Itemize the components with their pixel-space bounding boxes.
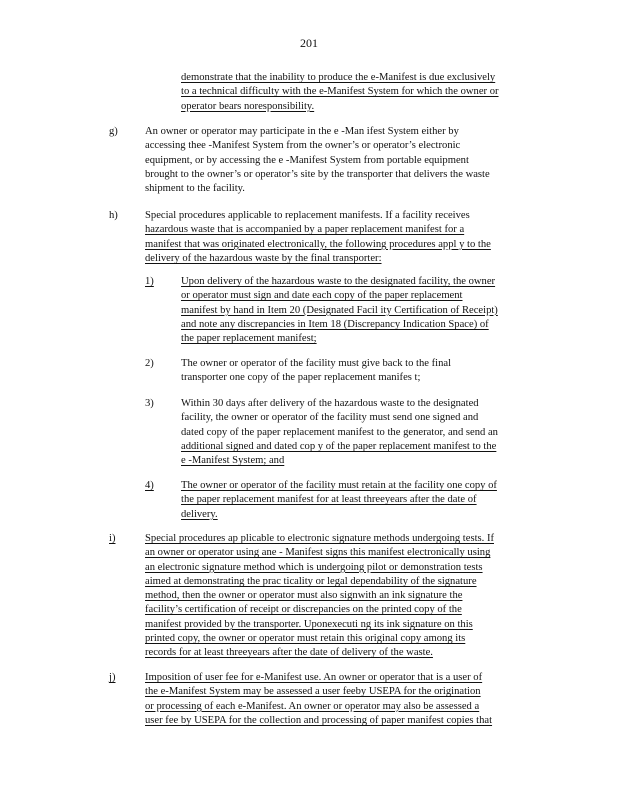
- text-line: dated copy of the paper replacement manifest to the generator, and send an: [181, 426, 498, 438]
- text-line: accessing thee -Manifest System from the owner’s or operator’s electronic: [145, 140, 461, 152]
- item-label-1: 1): [145, 276, 154, 287]
- text-line: shipment to the facility.: [145, 183, 245, 195]
- text-line: e -Manifest System; and: [181, 455, 285, 467]
- text-line: Imposition of user fee for e-Manifest use. An owner or operator that is a user of: [145, 672, 483, 683]
- item-4-paragraph: [181, 479, 543, 522]
- text-line: records for at least threeyears after the date of delivery of the waste.: [145, 647, 433, 659]
- clause-label-j: j): [109, 672, 116, 683]
- text-line: Within 30 days after delivery of the hazardous waste to the designated: [181, 398, 479, 409]
- page-number: 201: [300, 36, 318, 50]
- text-line: an electronic signature method which is undergoing pilot or demonstration tests: [145, 561, 483, 573]
- item-label-2: 2): [145, 358, 154, 369]
- text-line: or processing of each e-Manifest. An owner or operator may also be assessed a: [145, 700, 480, 712]
- item-1-paragraph: [181, 275, 543, 346]
- text-line: printed copy, the owner or operator must retain this original copy among its: [145, 633, 466, 645]
- text-line: manifest by hand in Item 20 (Designated Facil ity Certification of Receipt): [181, 304, 498, 316]
- text-line: delivery of the hazardous waste by the final transporter:: [145, 252, 382, 264]
- text-line: the e-Manifest System may be assessed a user feeby USEPA for the origination: [145, 686, 481, 698]
- text-line: Upon delivery of the hazardous waste to the designated facility, the owner: [181, 276, 496, 287]
- text-line: to a technical difficulty with the e-Manifest System for which the owner or: [181, 86, 499, 98]
- item-label-4: 4): [145, 480, 154, 491]
- text-line: transporter one copy of the paper replacement manifes t;: [181, 372, 421, 384]
- text-line: equipment, or by accessing the e -Manifest System from portable equipment: [145, 154, 469, 166]
- text-line: and note any discrepancies in Item 18 (Discrepancy Indication Space) of: [181, 318, 489, 330]
- text-line: an owner or operator using ane - Manifest signs this manifest electronically using: [145, 547, 491, 559]
- text-line: The owner or operator of the facility must give back to the final: [181, 358, 452, 369]
- item-3-paragraph: [181, 397, 543, 468]
- item-2-paragraph: [181, 357, 543, 386]
- text-line: hazardous waste that is accompanied by a paper replacement manifest for a: [145, 224, 465, 236]
- text-line: Special procedures applicable to replacement manifests. If a facility receives: [145, 210, 470, 221]
- text-line: delivery.: [181, 508, 218, 520]
- text-line: brought to the owner’s or operator’s site by the transporter that delivers the waste: [145, 168, 490, 180]
- text-line: the paper replacement manifest for at least threeyears after the date of: [181, 494, 477, 506]
- text-line: manifest provided by the transporter. Uponexecuti ng its ink signature on this: [145, 618, 473, 630]
- text-line: manifest that was originated electronically, the following procedures appl y to the: [145, 238, 491, 250]
- text-line: aimed at demonstrating the prac ticality or legal dependability of the signature: [145, 575, 477, 587]
- text-line: facility, the owner or operator of the facility must send one signed and: [181, 412, 479, 424]
- clause-label-i: i): [109, 533, 116, 544]
- text-line: An owner or operator may participate in the e -Man ifest System either by: [145, 126, 459, 137]
- clause-j-paragraph: [145, 671, 543, 728]
- clause-g-paragraph: [145, 125, 543, 196]
- clause-h-paragraph: [145, 209, 543, 266]
- text-line: the paper replacement manifest;: [181, 333, 317, 345]
- text-line: facility’s certification of receipt or discrepancies on the printed copy of the: [145, 604, 462, 616]
- text-line: additional signed and dated cop y of the paper replacement manifest to the: [181, 440, 497, 452]
- text-line: operator bears noresponsibility.: [181, 100, 315, 112]
- text-line: method, then the owner or operator must also signwith an ink signature the: [145, 590, 463, 602]
- clause-label-h: h): [109, 210, 118, 221]
- clause-label-g: g): [109, 126, 118, 137]
- text-line: or operator must sign and date each copy of the paper replacement: [181, 290, 463, 302]
- text-line: The owner or operator of the facility must retain at the facility one copy of: [181, 480, 497, 491]
- text-line: user fee by USEPA for the collection and processing of paper manifest copies that: [145, 714, 493, 726]
- item-label-3: 3): [145, 398, 154, 409]
- text-line: Special procedures ap plicable to electronic signature methods undergoing tests. If: [145, 533, 494, 544]
- text-line: demonstrate that the inability to produce the e-Manifest is due exclusively: [181, 72, 496, 83]
- clause-i-paragraph: [145, 532, 543, 661]
- continuation-paragraph: [181, 71, 543, 114]
